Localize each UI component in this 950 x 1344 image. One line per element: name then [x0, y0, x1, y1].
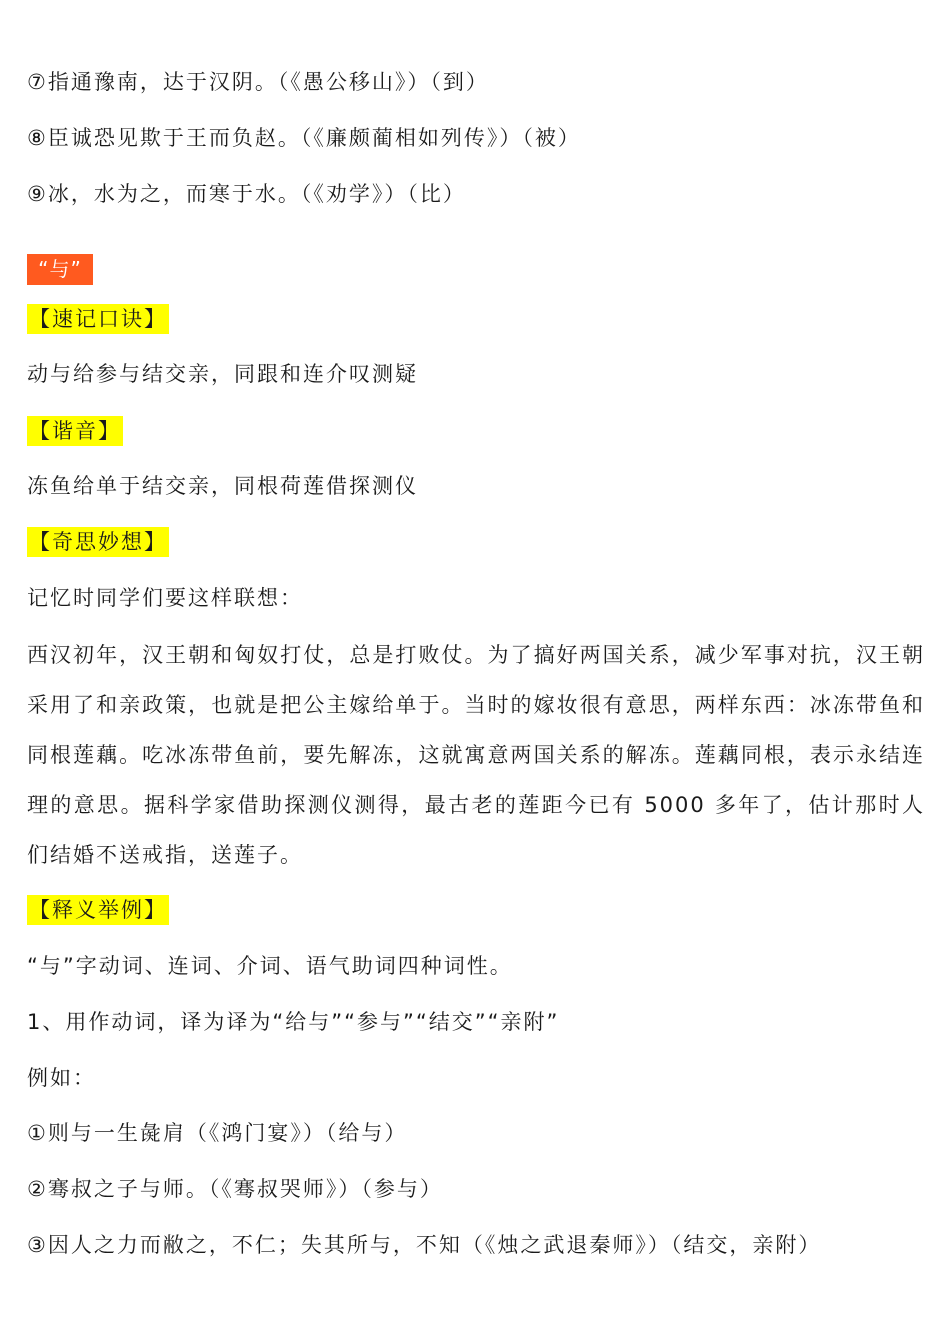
homophone-heading: 【谐音】	[27, 416, 123, 446]
section-tag-yu: “与”	[27, 254, 93, 285]
mnemonic-heading: 【速记口诀】	[27, 304, 169, 334]
meaning-summary: “与”字动词、连词、介词、语气助词四种词性。	[27, 954, 513, 978]
homophone-text: 冻鱼给单于结交亲，同根荷莲借探测仪	[27, 474, 418, 498]
imagination-heading: 【奇思妙想】	[27, 527, 169, 557]
example-label: 例如：	[27, 1066, 96, 1090]
meaning-example-3: ③因人之力而敝之，不仁；失其所与，不知（《烛之武退秦师》）（结交，亲附）	[27, 1233, 822, 1257]
example-line-9: ⑨冰，水为之，而寒于水。（《劝学》）（比）	[27, 182, 466, 206]
mnemonic-text: 动与给参与结交亲，同跟和连介叹测疑	[27, 362, 418, 386]
meaning-example-2: ②骞叔之子与师。（《骞叔哭师》）（参与）	[27, 1177, 443, 1201]
meaning-heading: 【释义举例】	[27, 895, 169, 925]
imagination-story: 西汉初年，汉王朝和匈奴打仗，总是打败仗。为了搞好两国关系，减少军事对抗，汉王朝采用了和亲政策，也就是把公主嫁给单于。当时的嫁妆很有意思，两样东西：冰冻带鱼和同根莲藕。吃冰冻带鱼前，要先解冻，这就寓意两国关系的解冻。莲藕同根，表示永结连理的意思。据科学家借助探测仪测得，最古老的莲距今已有 5000 多年了，估计那时人们结婚不送戒指，送莲子。	[27, 643, 925, 867]
example-line-8: ⑧臣诚恐见欺于王而负赵。（《廉颇蔺相如列传》）（被）	[27, 126, 581, 150]
meaning-example-1: ①则与一生彘肩（《鸿门宴》）（给与）	[27, 1121, 408, 1145]
example-line-7: ⑦指通豫南，达于汉阴。（《愚公移山》）（到）	[27, 70, 489, 94]
imagination-intro: 记忆时同学们要这样联想：	[27, 586, 303, 610]
usage-verb-line: 1、用作动词，译为译为“给与”“参与”“结交”“亲附”	[27, 1010, 560, 1034]
